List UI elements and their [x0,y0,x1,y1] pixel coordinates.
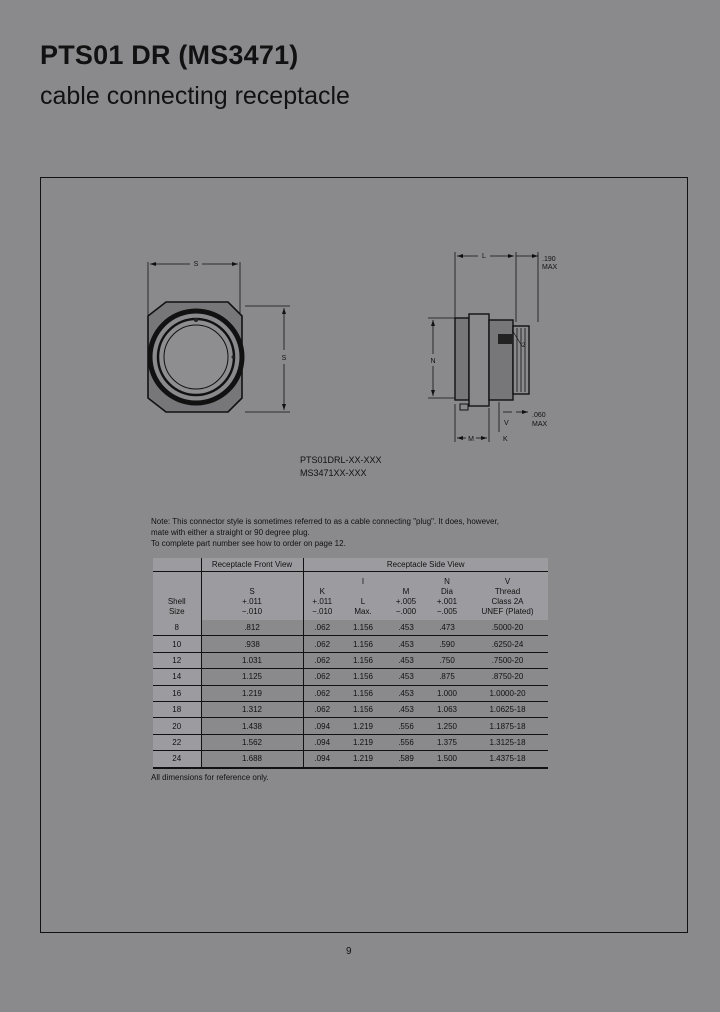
part-number-block [300,454,382,480]
table-row [153,620,548,636]
part-number-ms: MS3471XX-XXX [300,468,367,478]
page-number: 9 [346,946,352,957]
col-header-m: M +.005 −.000 [385,572,427,621]
front-dim-s-side: S [281,355,287,362]
table-cell: 1.688 [201,751,303,768]
table-cell: .938 [201,636,303,652]
table-cell: .875 [427,669,467,685]
group-side-view: Receptacle Side View [303,558,548,572]
table-cell: .453 [385,620,427,636]
table-cell: 22 [153,734,201,750]
table-cell: .062 [303,620,341,636]
table-cell: .589 [385,751,427,768]
table-row [153,701,548,717]
table-cell: 8 [153,620,201,636]
col-header-n: N Dia +.001 −.005 [427,572,467,621]
table-row [153,734,548,750]
table-cell: 1.219 [341,751,385,768]
table-cell: .453 [385,652,427,668]
table-cell: .453 [385,636,427,652]
table-cell: .556 [385,718,427,734]
table-cell: 1.3125-18 [467,734,548,750]
note-line: Note: This connector style is sometimes referred to as a cable connecting "plug". It does, however, [151,517,499,526]
note-line: To complete part number see how to order on page 12. [151,539,346,548]
table-cell: 1.156 [341,669,385,685]
table-cell: 12 [153,652,201,668]
note-block [151,516,531,549]
body-flange [469,314,489,406]
table-cell: 1.219 [201,685,303,701]
table-cell: .453 [385,685,427,701]
body-rear [455,318,469,400]
side-dim-060: .060 [532,412,546,419]
table-row [153,652,548,668]
col-header-v: V Thread Class 2A UNEF (Plated) [467,572,548,621]
side-dim-190-max: MAX [542,264,558,271]
table-cell: .062 [303,652,341,668]
col-header-shell: Shell Size [153,572,201,621]
table-cell: 1.312 [201,701,303,717]
part-number-pts: PTS01DRL-XX-XXX [300,455,382,465]
side-dim-k: K [503,436,508,443]
table-cell: .094 [303,751,341,768]
table-row [153,751,548,768]
coupling-nut [489,320,513,400]
footnote: All dimensions for reference only. [151,773,269,782]
side-dim-060-max: MAX [532,421,548,428]
col-header-s: S +.011 −.010 [201,572,303,621]
table-row [153,685,548,701]
table-cell: 1.031 [201,652,303,668]
table-cell: .062 [303,669,341,685]
table-cell: 1.1875-18 [467,718,548,734]
table-cell: 20 [153,718,201,734]
side-view [428,252,558,443]
table-cell: 1.0625-18 [467,701,548,717]
table-corner [153,558,201,572]
table-cell: 1.219 [341,718,385,734]
side-dim-190: .190 [542,256,556,263]
table-cell: 1.500 [427,751,467,768]
table-cell: .453 [385,701,427,717]
table-cell: 1.000 [427,685,467,701]
table-cell: .6250-24 [467,636,548,652]
table-body [153,620,548,768]
note-line: mate with either a straight or 90 degree plug. [151,528,310,537]
table-cell: 16 [153,685,201,701]
table-cell: .556 [385,734,427,750]
table-cell: 1.0000-20 [467,685,548,701]
table-cell: 18 [153,701,201,717]
table-cell: 24 [153,751,201,768]
table-cell: .062 [303,685,341,701]
table-cell: 1.4375-18 [467,751,548,768]
table-cell: .590 [427,636,467,652]
table-cell: .812 [201,620,303,636]
table-cell: .473 [427,620,467,636]
table-cell: 1.250 [427,718,467,734]
side-dim-n: N [430,358,436,365]
table-cell: 1.063 [427,701,467,717]
table-row [153,718,548,734]
insert-face [158,319,234,395]
dimension-table [153,558,548,769]
page-title: PTS01 DR (MS3471) [40,40,299,70]
table-cell: 1.219 [341,734,385,750]
table-cell: .5000-20 [467,620,548,636]
table-cell: .8750-20 [467,669,548,685]
table-row [153,636,548,652]
side-dim-m: M [468,436,474,443]
table-cell: 1.156 [341,652,385,668]
side-dim-v: V [504,420,509,427]
col-header-k: K +.011 −.010 [303,572,341,621]
side-dim-l: L [482,253,486,260]
front-view [148,261,290,412]
table-cell: 1.156 [341,701,385,717]
table-cell: .750 [427,652,467,668]
table-cell: 1.156 [341,636,385,652]
table-cell: .062 [303,636,341,652]
table-cell: .094 [303,734,341,750]
table-cell: 1.562 [201,734,303,750]
table-cell: 1.156 [341,685,385,701]
table-row [153,669,548,685]
table-cell: 1.156 [341,620,385,636]
table-cell: .453 [385,669,427,685]
front-dim-s-top: S [193,261,199,268]
table-cell: 1.375 [427,734,467,750]
col-header-l: I L Max. [341,572,385,621]
page-subtitle: cable connecting receptacle [40,82,350,110]
table-cell: 1.438 [201,718,303,734]
table-cell: 10 [153,636,201,652]
table-cell: 1.125 [201,669,303,685]
table-cell: .094 [303,718,341,734]
group-front-view: Receptacle Front View [201,558,303,572]
table-cell: .7500-20 [467,652,548,668]
svg-text:2: 2 [522,343,526,349]
table-cell: 14 [153,669,201,685]
table-cell: .062 [303,701,341,717]
